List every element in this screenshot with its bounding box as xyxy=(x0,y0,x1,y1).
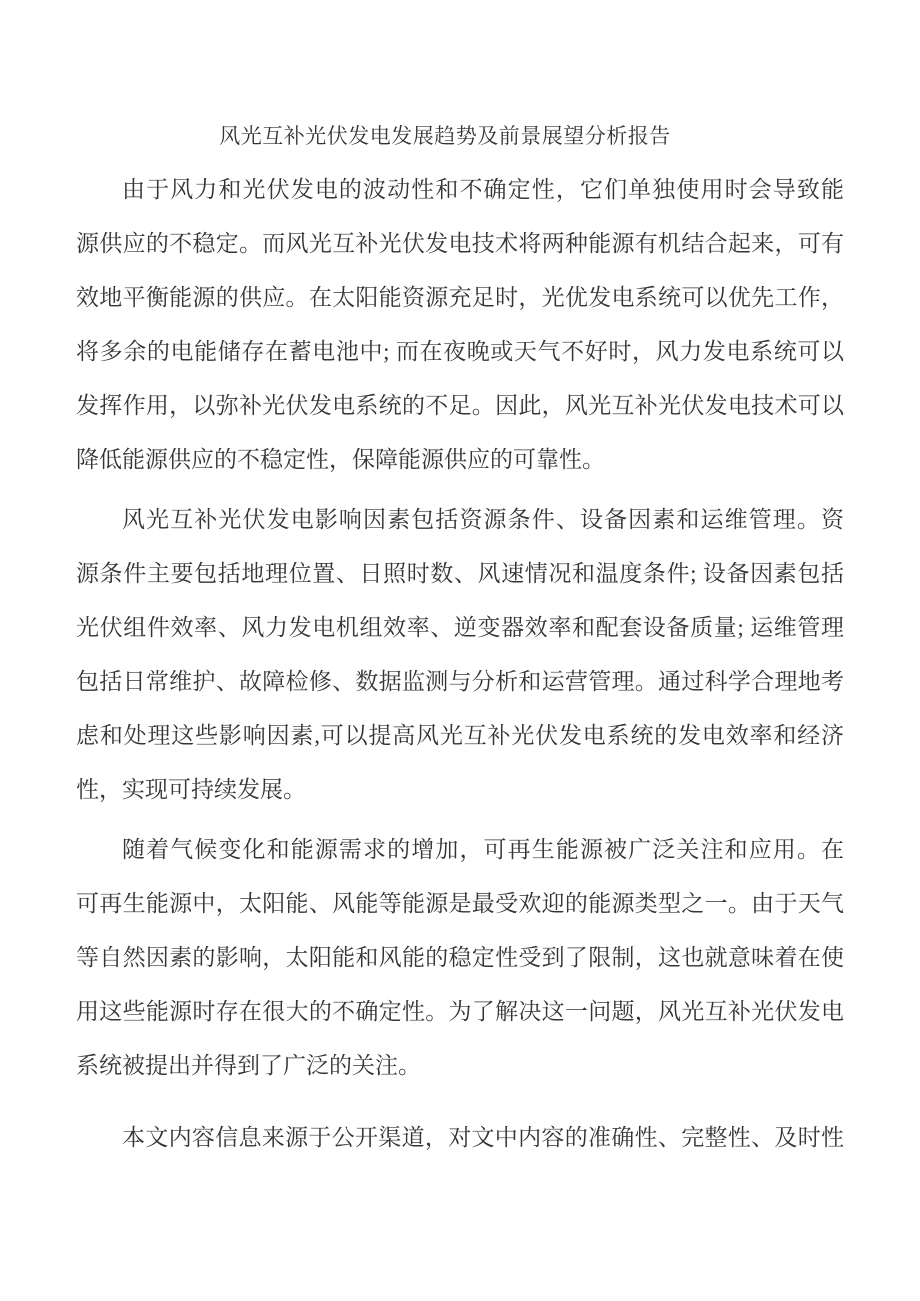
text-line: 可再生能源中，太阳能、风能等能源是最受欢迎的能源类型之一。由于天气 xyxy=(76,891,844,916)
text-line: 本文内容信息来源于公开渠道，对文中内容的准确性、完整性、及时性 xyxy=(122,1125,844,1150)
text-line: 源供应的不稳定。而风光互补光伏发电技术将两种能源有机结合起来，可有 xyxy=(76,231,844,256)
document-title: 风光互补光伏发电发展趋势及前景展望分析报告 xyxy=(219,124,671,148)
text-line: 风光互补光伏发电影响因素包括资源条件、设备因素和运维管理。资 xyxy=(122,507,844,532)
text-line: 虑和处理这些影响因素,可以提高风光互补光伏发电系统的发电效率和经济 xyxy=(76,723,844,748)
text-line: 包括日常维护、故障检修、数据监测与分析和运营管理。通过科学合理地考 xyxy=(76,669,844,694)
text-line: 降低能源供应的不稳定性，保障能源供应的可靠性。 xyxy=(76,447,605,472)
text-line: 源条件主要包括地理位置、日照时数、风速情况和温度条件; 设备因素包括 xyxy=(76,561,844,586)
text-line: 等自然因素的影响，太阳能和风能的稳定性受到了限制，这也就意味着在使 xyxy=(76,945,844,970)
text-line: 将多余的电能储存在蓄电池中; 而在夜晚或天气不好时，风力发电系统可以 xyxy=(76,339,844,364)
paragraph-1 xyxy=(76,163,844,487)
paragraph-4 xyxy=(76,1111,844,1165)
text-line: 光伏组件效率、风力发电机组效率、逆变器效率和配套设备质量; 运维管理 xyxy=(76,615,844,640)
text-line: 用这些能源时存在很大的不确定性。为了解决这一问题，风光互补光伏发电 xyxy=(76,999,844,1024)
text-line: 发挥作用，以弥补光伏发电系统的不足。因此，风光互补光伏发电技术可以 xyxy=(76,393,844,418)
text-line: 效地平衡能源的供应。在太阳能资源充足时，光优发电系统可以优先工作， xyxy=(76,285,844,310)
text-line: 随着气候变化和能源需求的增加，可再生能源被广泛关注和应用。在 xyxy=(122,837,844,862)
text-line: 性，实现可持续发展。 xyxy=(76,777,306,802)
paragraph-3 xyxy=(76,823,844,1093)
text-line: 系统被提出并得到了广泛的关注。 xyxy=(76,1053,421,1078)
text-line: 由于风力和光伏发电的波动性和不确定性，它们单独使用时会导致能 xyxy=(122,177,844,202)
paragraph-2 xyxy=(76,493,844,817)
